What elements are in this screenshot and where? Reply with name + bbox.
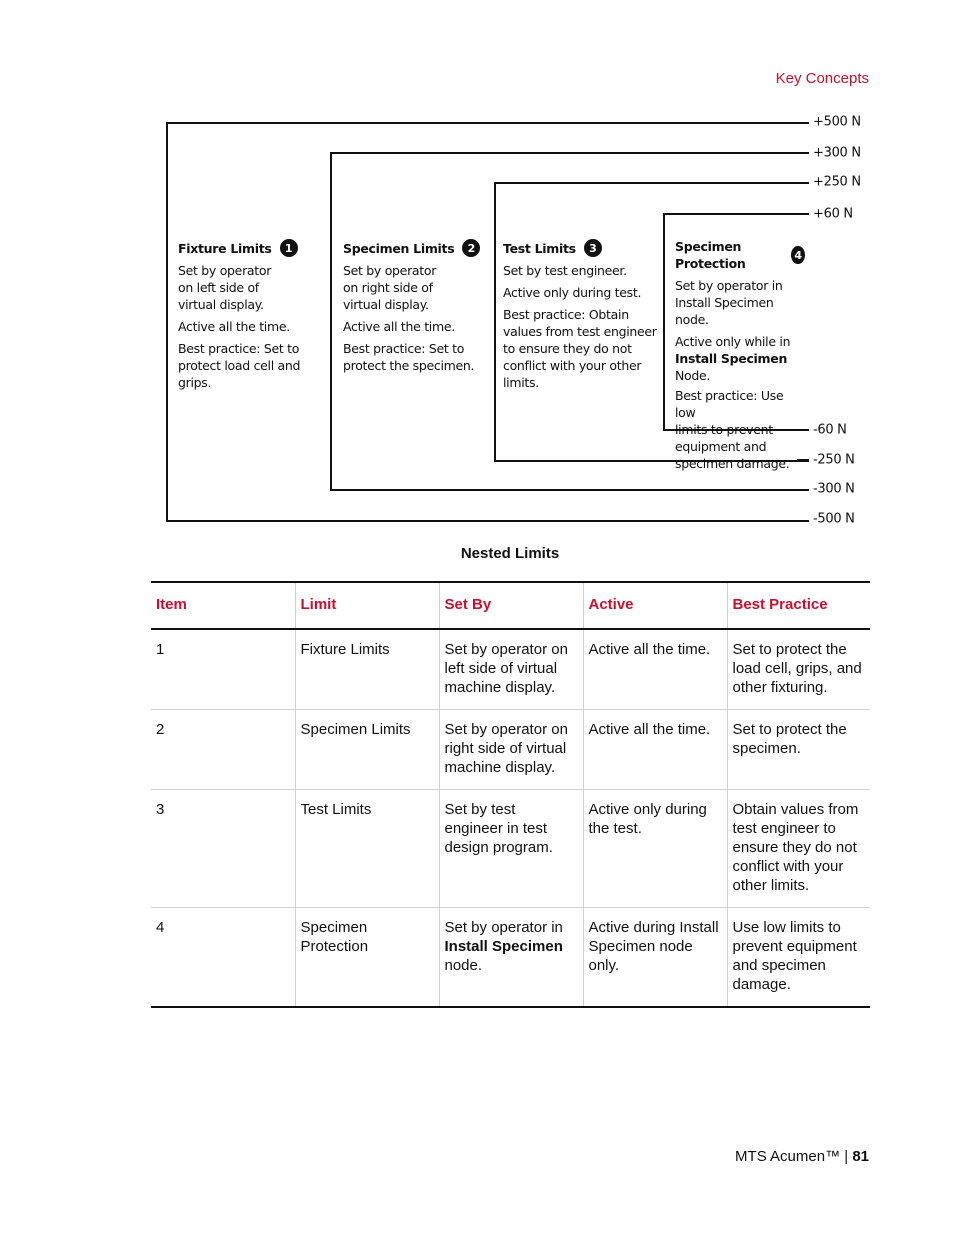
number-badge-4: 4	[791, 246, 805, 264]
description-line: Set by operator on left side of virtual display.	[178, 263, 272, 312]
description-line: Best practice: Set to protect the specimen.	[343, 341, 475, 373]
cell-item: 1	[151, 629, 295, 710]
column-header-item: Item	[151, 582, 295, 629]
specimen-limits-description	[343, 239, 491, 379]
cell-limit: Specimen Limits	[295, 710, 439, 790]
cell-best-practice: Use low limits to prevent equipment and specimen damage.	[727, 908, 870, 1008]
column-header-set-by: Set By	[439, 582, 583, 629]
cell-active: Active all the time.	[583, 629, 727, 710]
description-line: Set by test engineer.	[503, 263, 627, 278]
tick	[797, 152, 809, 153]
limits-table	[151, 581, 870, 1008]
description-line: Set by operator in Install Specimen node.	[675, 278, 783, 327]
cell-limit: Specimen Protection	[295, 908, 439, 1008]
column-title: Specimen Protection	[675, 239, 746, 271]
cell-limit: Test Limits	[295, 790, 439, 908]
tick	[797, 182, 809, 183]
force-label-minus-250: -250 N	[813, 452, 855, 468]
description-line: Active only during test.	[503, 285, 642, 300]
column-header-limit: Limit	[295, 582, 439, 629]
cell-text: Set by operator in	[444, 919, 563, 936]
cell-limit: Fixture Limits	[295, 629, 439, 710]
cell-set-by: Set by operator on right side of virtual machine display.	[439, 710, 583, 790]
test-limits-title	[503, 239, 661, 257]
table-header-row	[151, 582, 870, 629]
table-row	[151, 790, 870, 908]
product-name: MTS Acumen™ |	[735, 1148, 853, 1165]
cell-best-practice: Set to protect the specimen.	[727, 710, 870, 790]
number-badge-3: 3	[584, 239, 602, 257]
page-number: 81	[852, 1148, 869, 1165]
cell-active: Active only during the test.	[583, 790, 727, 908]
tick	[797, 213, 809, 214]
force-label-plus-500: +500 N	[813, 114, 861, 130]
force-label-plus-60: +60 N	[813, 206, 853, 222]
force-label-minus-60: -60 N	[813, 422, 847, 438]
force-label-minus-500: -500 N	[813, 511, 855, 527]
tick	[797, 520, 809, 521]
description-line: Set by operator on right side of virtual display.	[343, 263, 437, 312]
description-line: Active all the time.	[343, 319, 455, 334]
column-title: Specimen Limits	[343, 240, 455, 256]
force-label-plus-300: +300 N	[813, 145, 861, 161]
page-footer	[735, 1148, 869, 1165]
nested-limits-diagram	[0, 0, 954, 540]
table-row	[151, 629, 870, 710]
cell-set-by: Set by operator on left side of virtual machine display.	[439, 629, 583, 710]
force-label-minus-300: -300 N	[813, 481, 855, 497]
cell-active: Active during Install Specimen node only.	[583, 908, 727, 1008]
tick	[797, 122, 809, 123]
column-header-active: Active	[583, 582, 727, 629]
table-row	[151, 710, 870, 790]
cell-active: Active all the time.	[583, 710, 727, 790]
cell-set-by	[439, 908, 583, 1008]
fixture-limits-description	[178, 239, 323, 396]
description-line: Best practice: Obtain values from test engineer to ensure they do not conflict with your other limits.	[503, 307, 657, 390]
description-line: Active all the time.	[178, 319, 290, 334]
number-badge-1: 1	[280, 239, 298, 257]
specimen-limits-title	[343, 239, 491, 257]
section-header: Key Concepts	[775, 70, 869, 87]
column-header-best-practice: Best Practice	[727, 582, 870, 629]
description-line: Best practice: Set to protect load cell and grips.	[178, 341, 301, 390]
column-title: Test Limits	[503, 240, 576, 256]
specimen-protection-title	[675, 238, 805, 272]
description-text: Node.	[675, 368, 711, 383]
cell-bold-text: Install Specimen	[444, 938, 563, 955]
number-badge-2: 2	[462, 239, 480, 257]
specimen-protection-description	[675, 238, 805, 477]
description-text: Active only while in	[675, 334, 791, 349]
cell-item: 4	[151, 908, 295, 1008]
column-title: Fixture Limits	[178, 240, 272, 256]
test-limits-description	[503, 239, 661, 396]
fixture-limits-title	[178, 239, 323, 257]
description-line	[675, 333, 805, 384]
description-line: Best practice: Use low limits to prevent equipment and specimen damage.	[675, 388, 790, 471]
cell-best-practice: Set to protect the load cell, grips, and other fixturing.	[727, 629, 870, 710]
cell-text: node.	[444, 957, 483, 974]
figure-caption: Nested Limits	[460, 545, 560, 562]
cell-best-practice: Obtain values from test engineer to ensure they do not conflict with your other limits.	[727, 790, 870, 908]
table-row	[151, 908, 870, 1008]
force-label-plus-250: +250 N	[813, 174, 861, 190]
cell-item: 2	[151, 710, 295, 790]
cell-item: 3	[151, 790, 295, 908]
tick	[797, 489, 809, 490]
node-name: Install Specimen	[675, 351, 788, 366]
cell-set-by: Set by test engineer in test design program.	[439, 790, 583, 908]
